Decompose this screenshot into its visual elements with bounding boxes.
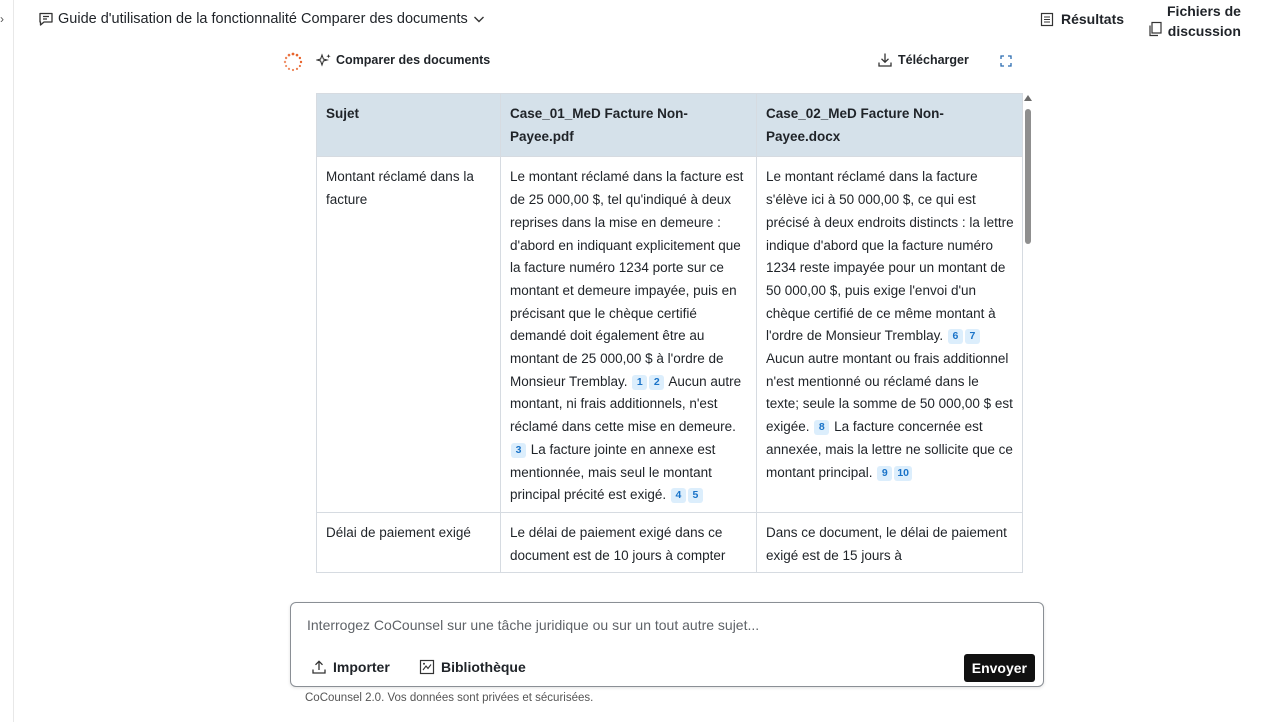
cell-text: Le montant réclamé dans la facture s'élève ici à 50 000,00 $, ce qui est précisé à deux endroits distincts : la lettre indique d'abord que la facture numéro 1234 reste impayée pour un montant de 50 000,00 $, puis exige l'envoi d'un chèque certifié de ce même montant à l'ordre de Monsieur Tremblay. bbox=[766, 169, 1014, 344]
doc2-cell bbox=[757, 512, 1023, 572]
cell-text: Aucun autre montant, ni frais additionnels, n'est réclamé dans cette mise en demeure. bbox=[510, 373, 742, 435]
scrollbar-thumb[interactable] bbox=[1025, 109, 1031, 244]
chat-composer bbox=[290, 602, 1044, 687]
citation-badge[interactable]: 8 bbox=[814, 420, 829, 435]
comparison-table-container[interactable] bbox=[316, 93, 1036, 581]
citation-badge[interactable]: 5 bbox=[688, 488, 703, 503]
doc1-cell bbox=[501, 512, 757, 572]
conversation-title: Guide d'utilisation de la fonctionnalité Comparer des documents bbox=[58, 11, 468, 27]
table-row bbox=[317, 157, 1023, 513]
download-button[interactable] bbox=[877, 52, 969, 68]
library-label: Bibliothèque bbox=[441, 659, 526, 675]
citation-badge[interactable]: 7 bbox=[965, 329, 980, 344]
loading-spinner-icon bbox=[283, 52, 303, 72]
citation-badge[interactable]: 3 bbox=[511, 443, 526, 458]
import-button[interactable] bbox=[311, 659, 390, 675]
conversation-title-dropdown[interactable] bbox=[38, 11, 486, 27]
copy-files-icon bbox=[1148, 21, 1163, 37]
citation-badge[interactable]: 1 bbox=[632, 375, 647, 390]
citation-badge[interactable]: 10 bbox=[894, 466, 912, 481]
chat-files-label bbox=[1167, 1, 1241, 41]
import-label: Importer bbox=[333, 659, 390, 675]
send-button[interactable]: Envoyer bbox=[964, 654, 1035, 682]
compare-documents-label: Comparer des documents bbox=[336, 53, 491, 67]
column-header-subject: Sujet bbox=[317, 94, 501, 157]
cell-text: La facture concernée est annexée, mais la lettre ne sollicite que ce montant principal. bbox=[766, 419, 1013, 480]
compare-documents-title bbox=[316, 53, 490, 67]
cell-text: Le délai de paiement exigé dans ce document est de 10 jours à compter bbox=[510, 524, 726, 563]
chat-files-button[interactable] bbox=[1148, 1, 1241, 41]
results-button[interactable] bbox=[1040, 11, 1124, 27]
table-row bbox=[317, 512, 1023, 572]
download-label: Télécharger bbox=[898, 53, 969, 67]
privacy-footer-note: CoCounsel 2.0. Vos données sont privées et sécurisées. bbox=[305, 692, 594, 704]
row-subject: Délai de paiement exigé bbox=[317, 512, 501, 572]
edge-mark: › bbox=[0, 12, 4, 26]
left-edge-rail bbox=[0, 0, 14, 722]
cell-text: Dans ce document, le délai de paiement exigé est de 15 jours à bbox=[766, 524, 1007, 563]
doc2-cell bbox=[757, 157, 1023, 513]
cell-text: Aucun autre montant ou frais additionnel n'est mentionné ou réclamé dans le texte; seule la somme de 50 000,00 $ est exigée. bbox=[766, 351, 1013, 435]
cell-text: La facture jointe en annexe est mentionnée, mais seul le montant principal précité est exigé. bbox=[510, 441, 716, 503]
chat-bubble-icon bbox=[38, 11, 54, 27]
results-label: Résultats bbox=[1061, 11, 1125, 27]
library-icon bbox=[419, 659, 435, 675]
chat-files-label-line1: Fichiers de bbox=[1167, 3, 1241, 19]
sparkle-icon bbox=[316, 53, 332, 67]
prompt-input[interactable] bbox=[305, 613, 1025, 637]
row-subject: Montant réclamé dans la facture bbox=[317, 157, 501, 513]
list-document-icon bbox=[1040, 12, 1054, 27]
upload-icon bbox=[311, 659, 327, 675]
column-header-doc1: Case_01_MeD Facture Non-Payee.pdf bbox=[501, 94, 757, 157]
citation-badge[interactable]: 9 bbox=[877, 466, 892, 481]
table-scrollbar[interactable] bbox=[1021, 93, 1035, 581]
table-header-row bbox=[317, 94, 1023, 157]
citation-badge[interactable]: 4 bbox=[671, 488, 686, 503]
cell-text: Le montant réclamé dans la facture est de 25 000,00 $, tel qu'indiqué à deux reprises dans la mise en demeure : d'abord en indiquant explicitement que la facture numéro 1234 porte sur ce montant et demeure impayée, puis en précisant que le chèque certifié demandé doit également être au montant de 25 000,00 $ à l'ordre de Monsieur Tremblay. bbox=[510, 169, 744, 389]
doc1-cell bbox=[501, 157, 757, 513]
scroll-up-arrow-icon[interactable] bbox=[1024, 95, 1032, 101]
column-header-doc2: Case_02_MeD Facture Non-Payee.docx bbox=[757, 94, 1023, 157]
citation-badge[interactable]: 2 bbox=[649, 375, 664, 390]
comparison-table bbox=[316, 93, 1023, 573]
download-icon bbox=[877, 52, 893, 68]
library-button[interactable] bbox=[419, 659, 526, 675]
expand-icon[interactable] bbox=[1000, 55, 1012, 67]
chat-files-label-line2: discussion bbox=[1167, 23, 1241, 39]
chevron-down-icon bbox=[472, 12, 486, 26]
citation-badge[interactable]: 6 bbox=[948, 329, 963, 344]
